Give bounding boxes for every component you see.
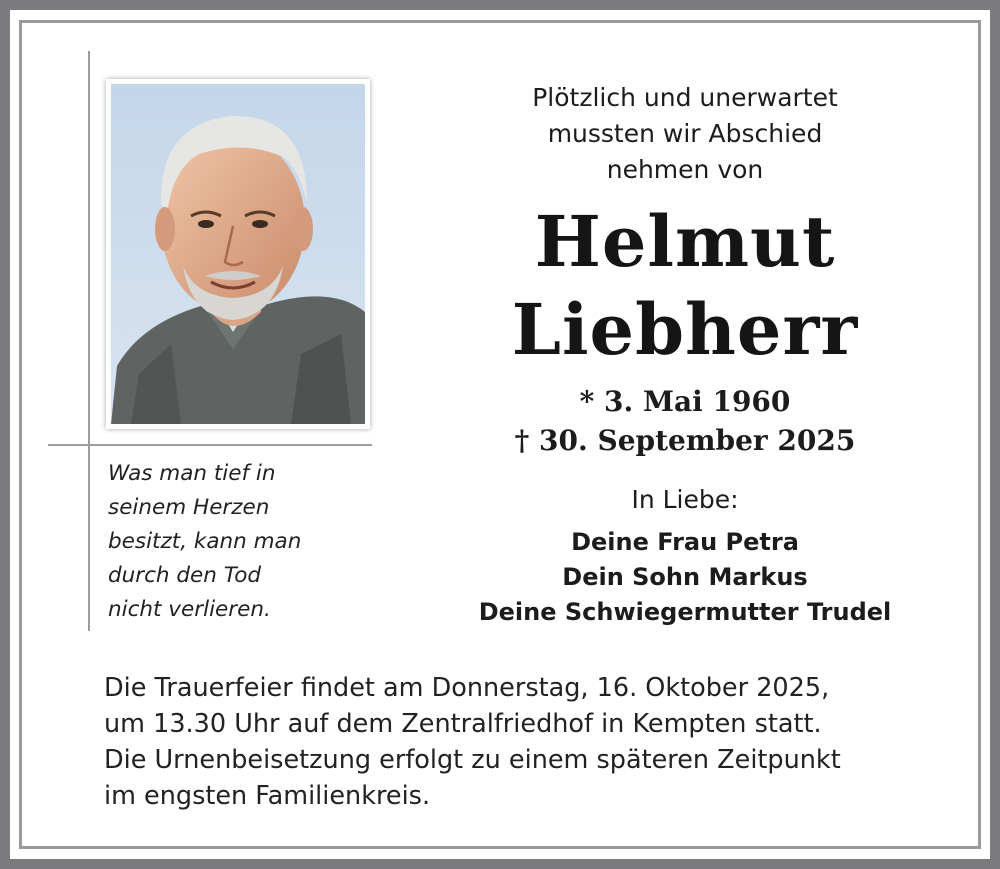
- mourners-list: [430, 525, 940, 630]
- mourner-name: Deine Frau Petra: [571, 528, 799, 556]
- notice-line: im engsten Familienkreis.: [104, 781, 431, 811]
- last-name: Liebherr: [511, 288, 859, 371]
- mourners-heading: In Liebe:: [631, 485, 739, 514]
- notice-line: um 13.30 Uhr auf dem Zentralfriedhof in Kempten statt.: [104, 709, 822, 739]
- quote-line: Was man tief in: [108, 461, 276, 486]
- intro-line: mussten wir Abschied: [547, 119, 823, 148]
- first-name: Helmut: [534, 200, 836, 283]
- funeral-notice: [104, 670, 944, 814]
- mourner-name: Dein Sohn Markus: [562, 563, 808, 591]
- obituary-card: [10, 10, 990, 859]
- intro-line: Plötzlich und unerwartet: [532, 83, 838, 112]
- quote: [108, 457, 358, 627]
- portrait-image: [111, 84, 365, 424]
- notice-line: Die Trauerfeier findet am Donnerstag, 16. Oktober 2025,: [104, 673, 830, 703]
- deceased-name: [430, 198, 940, 374]
- mourner-name: Deine Schwiegermutter Trudel: [478, 598, 892, 626]
- life-dates: [430, 382, 940, 460]
- notice-line: Die Urnenbeisetzung erfolgt zu einem späteren Zeitpunkt: [104, 745, 841, 775]
- death-date: † 30. September 2025: [514, 424, 856, 457]
- quote-line: nicht verlieren.: [108, 597, 271, 622]
- portrait-photo: [106, 79, 370, 429]
- quote-line: besitzt, kann man: [108, 529, 302, 554]
- intro-text: [430, 80, 940, 188]
- intro-line: nehmen von: [606, 155, 764, 184]
- vertical-divider: [88, 51, 90, 631]
- quote-line: durch den Tod: [108, 563, 262, 588]
- horizontal-divider: [48, 444, 372, 446]
- birth-date: * 3. Mai 1960: [579, 385, 791, 418]
- quote-line: seinem Herzen: [108, 495, 270, 520]
